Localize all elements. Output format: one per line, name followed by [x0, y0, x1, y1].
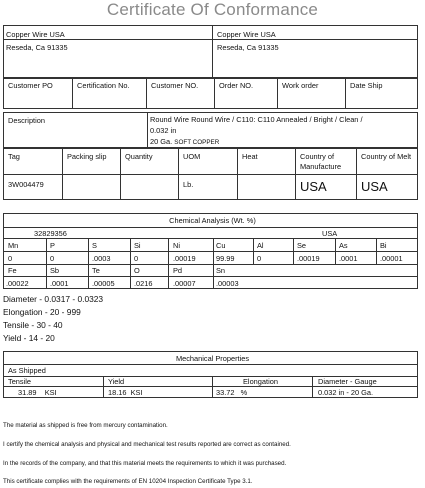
note-records: In the records of the company, and that this material meets the requirements to which it was purchased.	[3, 460, 287, 467]
header-customer-po: Customer PO	[8, 81, 53, 90]
value-fe: .00022	[6, 279, 29, 288]
address-divider	[212, 25, 213, 78]
header-tensile: Tensile	[8, 377, 32, 386]
element-pd: Pd	[173, 266, 183, 275]
value-yield: 18.16 KSI	[108, 388, 143, 397]
element-sn: Sn	[216, 266, 226, 275]
value-te: .00005	[92, 279, 115, 288]
header-customer-no: Customer NO.	[151, 81, 199, 90]
value-tensile: 31.89 KSI	[18, 388, 57, 397]
element-cu: Cu	[216, 241, 226, 250]
header-heat: Heat	[242, 152, 258, 161]
value-sb: .0001	[50, 279, 69, 288]
ship-to-city: Reseda, Ca 91335	[217, 43, 279, 52]
header-diameter-gauge: Diameter - Gauge	[318, 377, 377, 386]
header-order-no: Order NO.	[219, 81, 254, 90]
value-uom: Lb.	[183, 180, 194, 189]
description-line2: 0.032 in	[150, 126, 177, 135]
value-al: 0	[257, 254, 262, 263]
value-mn: 0	[8, 254, 13, 263]
value-ni: .00019	[173, 254, 196, 263]
element-sb: Sb	[50, 266, 60, 275]
element-si: Si	[134, 241, 141, 250]
value-bi: .00001	[380, 254, 403, 263]
element-se: Se	[297, 241, 307, 250]
value-sn: .00003	[216, 279, 239, 288]
ship-from-name: Copper Wire USA	[6, 30, 65, 39]
value-country-manufacture: USA	[300, 179, 327, 194]
element-mn: Mn	[8, 241, 19, 250]
spec-tensile: Tensile - 30 - 40	[3, 320, 63, 330]
value-elongation: 33.72 %	[216, 388, 248, 397]
element-ni: Ni	[173, 241, 180, 250]
header-uom: UOM	[183, 152, 201, 161]
ship-from-city: Reseda, Ca 91335	[6, 43, 68, 52]
header-yield: Yield	[108, 377, 125, 386]
address-rule	[3, 39, 418, 40]
description-label: Description	[8, 116, 45, 125]
note-mercury: The material as shipped is free from mercury contamination.	[3, 422, 168, 429]
header-work-order: Work order	[282, 81, 319, 90]
element-s: S	[92, 241, 97, 250]
note-certify: I certify the chemical analysis and physical and mechanical test results reported are correct as contained.	[3, 441, 291, 448]
description-line3: 20 Ga. SOFT COPPER	[150, 137, 220, 146]
spec-diameter: Diameter - 0.0317 - 0.0323	[3, 294, 104, 304]
description-material: SOFT COPPER	[174, 139, 220, 146]
header-country-melt: Country of Melt	[361, 152, 412, 161]
value-s: .0003	[92, 254, 111, 263]
value-pd: .00007	[173, 279, 196, 288]
value-si: 0	[134, 254, 139, 263]
spec-elongation: Elongation - 20 - 999	[3, 307, 81, 317]
value-diameter-gauge: 0.032 in - 20 Ga.	[318, 388, 374, 397]
mechanical-title: Mechanical Properties	[175, 354, 250, 363]
value-country-melt: USA	[361, 179, 388, 194]
header-elongation: Elongation	[243, 377, 278, 386]
header-quantity: Quantity	[125, 152, 153, 161]
ship-to-name: Copper Wire USA	[217, 30, 276, 39]
element-as: As	[339, 241, 348, 250]
spec-yield: Yield - 14 - 20	[3, 333, 55, 343]
element-al: Al	[257, 241, 264, 250]
note-en10204: This certificate complies with the requirements of EN 10204 Inspection Certificate Type 3.1.	[3, 478, 253, 485]
element-te: Te	[92, 266, 100, 275]
header-date-ship: Date Ship	[350, 81, 383, 90]
element-p: P	[50, 241, 55, 250]
header-country-manufacture: Country of Manufacture	[300, 152, 342, 171]
value-as: .0001	[339, 254, 358, 263]
header-certification-no: Certification No.	[77, 81, 130, 90]
value-p: 0	[50, 254, 55, 263]
element-fe: Fe	[8, 266, 17, 275]
value-cu: 99.99	[216, 254, 235, 263]
description-line1: Round Wire Round Wire / C110: C110 Annealed / Bright / Clean /	[150, 115, 363, 124]
element-bi: Bi	[380, 241, 387, 250]
page-title: Certificate Of Conformance	[106, 0, 319, 19]
value-se: .00019	[297, 254, 320, 263]
header-tag: Tag	[8, 152, 20, 161]
value-tag: 3W004479	[8, 180, 44, 189]
mechanical-subtitle: As Shipped	[8, 366, 46, 375]
chemical-lot-number: 32829356	[34, 229, 67, 238]
chemical-title: Chemical Analysis (Wt. %)	[169, 216, 256, 225]
chemical-origin: USA	[322, 229, 338, 238]
value-o: .0216	[134, 279, 153, 288]
element-o: O	[134, 266, 140, 275]
header-packing-slip: Packing slip	[67, 152, 107, 161]
